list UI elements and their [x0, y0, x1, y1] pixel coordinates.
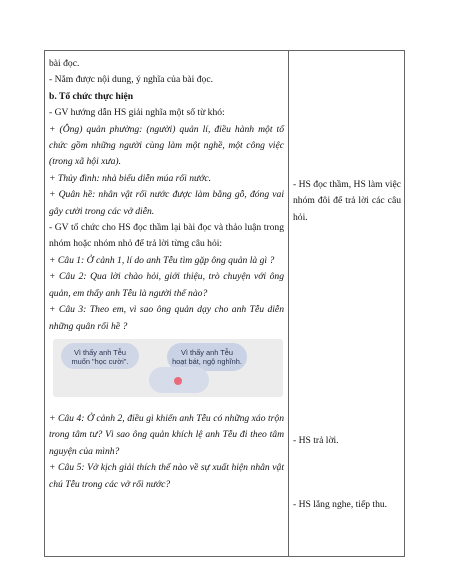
vocab-item: + Quân hề: nhân vật rối nước được làm bằng gỗ, đóng vai gây cười trong các vở diễn.: [49, 189, 284, 217]
cloud-text: Vì thấy anh Tễu: [180, 347, 234, 357]
lesson-table: [44, 50, 405, 557]
student-activity-3: [293, 497, 401, 513]
cloud-text: muốn "học cười".: [71, 356, 129, 366]
question-1: + Câu 1: Ở cảnh 1, lí do anh Tễu tìm gặp ông quản là gì ?: [49, 254, 275, 266]
student-activity-1: [293, 177, 401, 226]
question-3: + Câu 3: Theo em, vì sao ông quản dạy cho anh Tễu diễn những quân rối hề ?: [49, 304, 284, 332]
answer-cloud-1: [61, 343, 139, 369]
section-heading: b. Tổ chức thực hiện: [49, 90, 134, 102]
teacher-column: [49, 56, 284, 493]
answer-illustration: [49, 337, 284, 405]
text-line: - GV tổ chức cho HS đọc thầm lại bài đọc và thảo luận trong nhóm hoặc nhóm nhỏ để trả lời từng câu hỏi:: [49, 222, 284, 250]
column-divider: [288, 51, 289, 556]
question-5: + Câu 5: Vở kịch giải thích thế nào về sự xuất hiện nhân vật chú Tễu trong các vở rối nước?: [49, 462, 284, 490]
question-4: + Câu 4: Ở cảnh 2, điều gì khiến anh Tễu có những xáo trộn trong tâm tư? Vì sao ông quản khích lệ anh Tễu đi theo tâm nguyện của mình?: [49, 412, 284, 457]
text-line: - HS lắng nghe, tiếp thu.: [293, 499, 388, 510]
cloud-text: Vì thấy anh Tễu: [73, 347, 127, 357]
vocab-item: + (Ông) quản phường: (người) quản lí, điều hành một tổ chức gồm những người cùng làm một nghề, một công việc (trong xã hội xưa).: [49, 123, 284, 168]
vocab-item: + Thủy đình: nhà biểu diễn múa rối nước.: [49, 172, 212, 184]
dot-icon: [174, 377, 182, 385]
text-line: - GV hướng dẫn HS giải nghĩa một số từ khó:: [49, 107, 225, 119]
text-line: - HS đọc thầm, HS làm việc nhóm đôi để trả lời các câu hỏi.: [293, 179, 401, 223]
question-2: + Câu 2: Qua lời chào hỏi, giới thiệu, trò chuyện với ông quản, em thấy anh Tễu là người thế nào?: [49, 271, 284, 299]
text-line: - HS trả lời.: [293, 435, 339, 446]
cloud-text: hoạt bát, ngộ nghĩnh.: [172, 356, 242, 366]
text-line: - Nắm được nội dung, ý nghĩa của bài đọc.: [49, 74, 213, 86]
student-activity-2: [293, 433, 401, 449]
text-line: bài đọc.: [49, 58, 80, 69]
